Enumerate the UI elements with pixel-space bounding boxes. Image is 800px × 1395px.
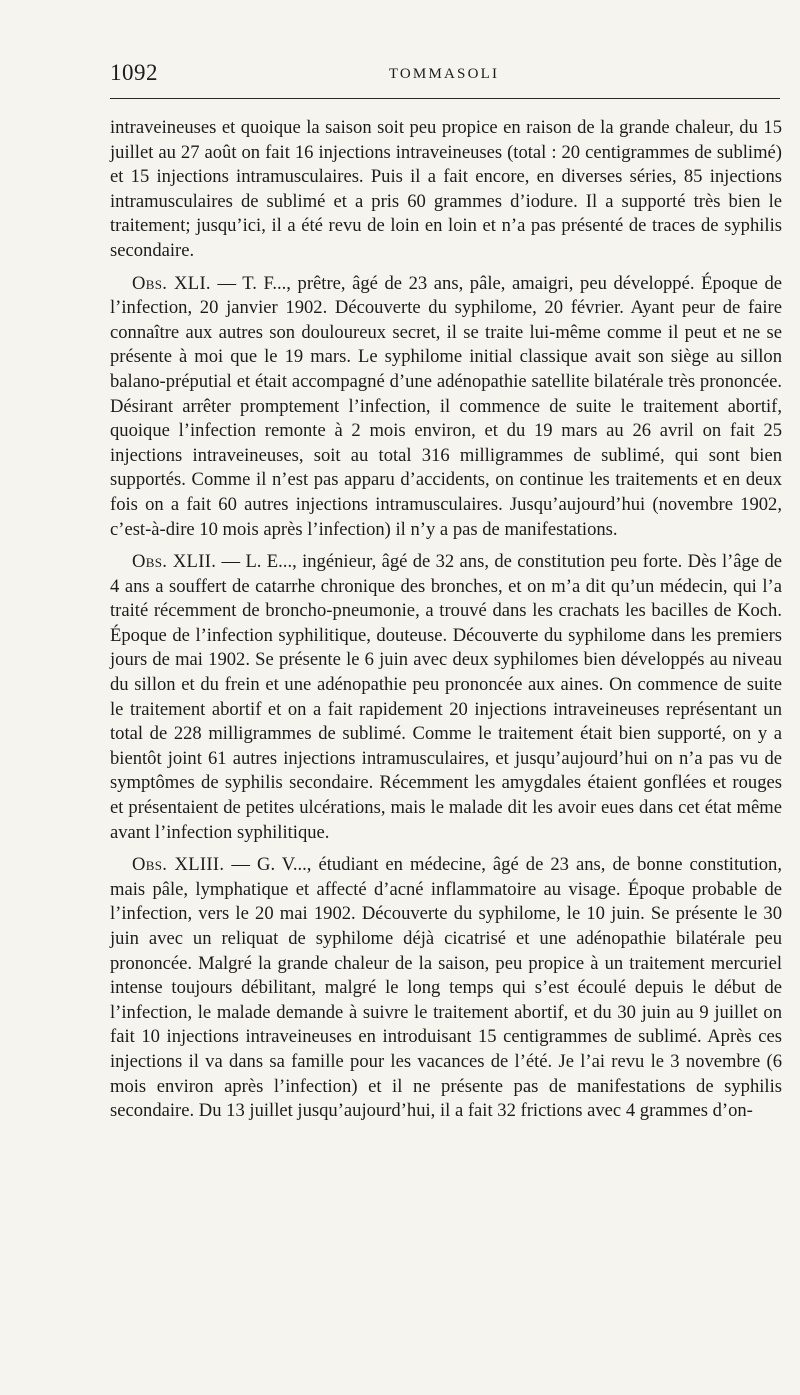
header-rule	[110, 98, 780, 99]
observation-xli	[110, 272, 782, 543]
paragraph-continuation	[110, 116, 782, 264]
paragraph-text: — L. E..., ingénieur, âgé de 32 ans, de constitution peu forte. Dès l’âge de 4 ans a souffert de catarrhe chronique des bronches, et on m’a dit qu’un médecin, qui l’a traité récemment de broncho-pneumonie, a trouvé dans les crachats les bacilles de Koch. Époque de l’infection syphilitique, douteuse. Découverte du syphilome dans les premiers jours de mai 1902. Se présente le 6 juin avec deux syphilomes bien développés au niveau du sillon et du frein et une adénopathie peu prononcée aux aines. On commence de suite le traitement abortif et on a fait rapidement 20 injections intraveineuses représentant un total de 228 milligrammes de sublimé. Comme le traitement était bien supporté, on y a bientôt joint 61 autres injections intramusculaires, et jusqu’aujourd’hui on n’a pas vu de symptômes de syphilis secondaire. Récemment les amygdales étaient gonflées et rouges et présentaient de petites ulcérations, mais le malade dit les avoir eues dans cet état même avant l’infection syphilitique.	[110, 551, 782, 843]
page-number: 1092	[110, 60, 158, 85]
running-head: TOMMASOLI	[388, 66, 500, 82]
paragraph-text: — G. V..., étudiant en médecine, âgé de 23 ans, de bonne constitution, mais pâle, lymphatique et affecté d’acné inflammatoire au visage. Époque probable de l’infection, vers le 20 mai 1902. Découverte du syphilome, le 10 juin. Se présente le 30 juin avec un reliquat de syphilome déjà cicatrisé et une adénopathie bilatérale peu prononcée. Malgré la grande chaleur de la saison, peu propice à un traitement mercuriel intense toujours débilitant, malgré le long temps qui s’est écoulé depuis le début de l’infection, le malade demande à suivre le traitement abortif, et du 30 juin au 9 juillet on fait 10 injections intraveineuses en introduisant 15 centigrammes de sublimé. Après ces injections il va dans sa famille pour les vacances de l’été. Je l’ai revu le 3 novembre (6 mois environ après l’infection) et il ne présente pas de manifestations de syphilis secondaire. Du 13 juillet jusqu’aujourd’hui, il a fait 32 frictions avec 4 grammes d’on-	[110, 854, 782, 1122]
body-text	[110, 116, 782, 1124]
observation-label: Obs. XLIII.	[132, 854, 225, 876]
observation-xliii	[110, 853, 782, 1124]
page-header	[110, 58, 778, 88]
observation-label: Obs. XLI.	[132, 272, 211, 294]
observation-xlii	[110, 550, 782, 845]
observation-label: Obs. XLII.	[132, 551, 217, 573]
paragraph-text: intraveineuses et quoique la saison soit peu propice en raison de la grande chaleur, du 15 juillet au 27 août on fait 16 injections intraveineuses (total : 20 centigrammes de sublimé) et 15 injections intramusculaires. Puis il a fait encore, en diverses séries, 85 injections intramusculaires de sublimé et a pris 60 grammes d’iodure. Il a supporté très bien le traitement; jusqu’ici, il a été revu de loin en loin et n’a pas présenté de traces de syphilis secondaire.	[110, 117, 782, 261]
paragraph-text: — T. F..., prêtre, âgé de 23 ans, pâle, amaigri, peu développé. Époque de l’infection, 20 janvier 1902. Découverte du syphilome, 20 février. Ayant peur de faire connaître aux autres son douloureux secret, il se traite lui-même comme il peut et ne se présente à moi que le 19 mars. Le syphilome initial classique avait son siège au sillon balano-préputial et était accompagné d’une adénopathie satellite bilatérale très prononcée. Désirant arrêter promptement l’infection, il commence de suite le traitement abortif, quoique l’infection remonte à 2 mois environ, et du 19 mars au 26 avril on fait 25 injections intraveineuses, soit au total 316 milligrammes de sublimé, qui sont bien supportés. Comme il n’est pas apparu d’accidents, on continue les traitements et en deux fois on a fait 60 autres injections intramusculaires. Jusqu’aujourd’hui (novembre 1902, c’est-à-dire 10 mois après l’infection) il n’y a pas de manifestations.	[110, 272, 783, 540]
